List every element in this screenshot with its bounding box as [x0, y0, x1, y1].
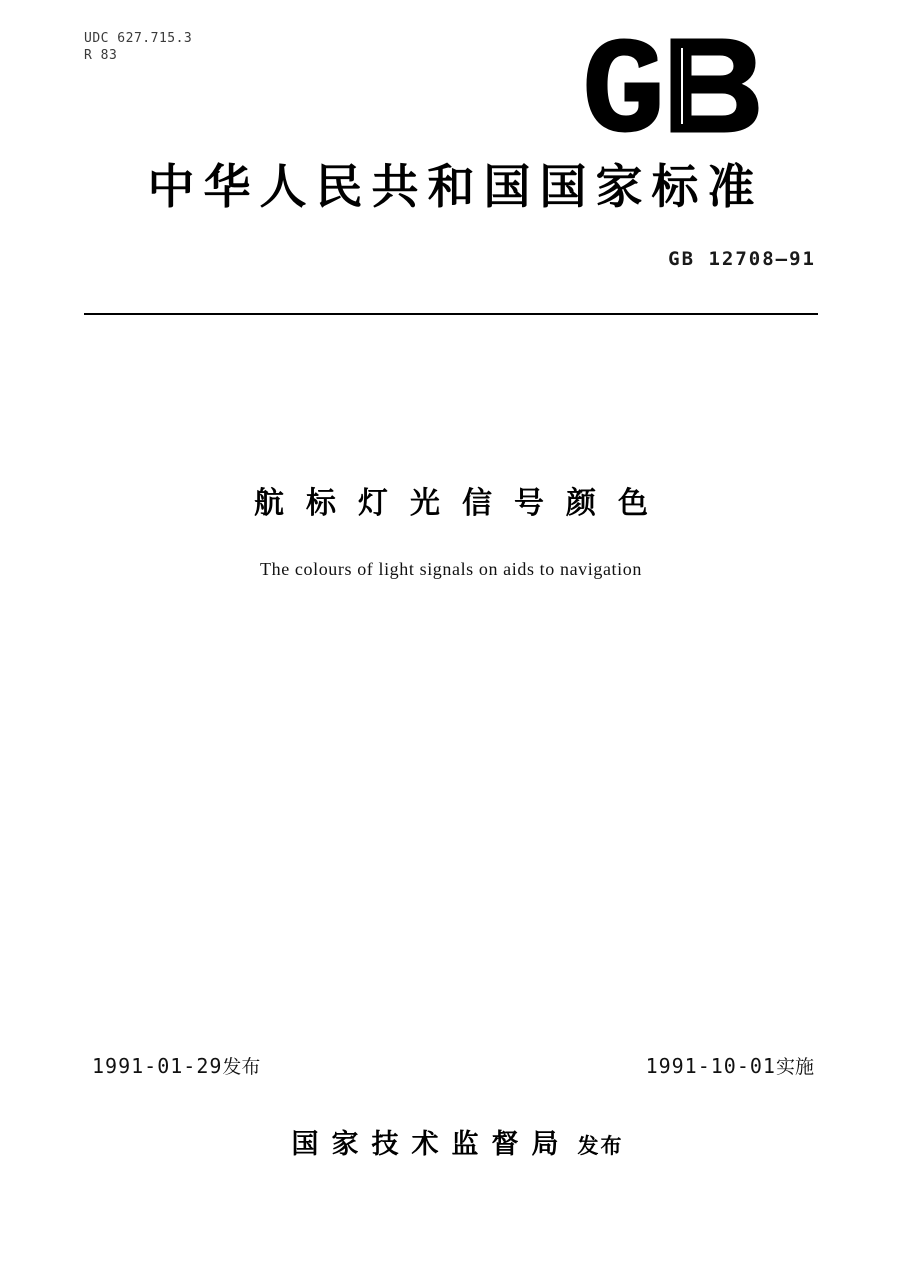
national-standard-title: 中华人民共和国国家标准: [147, 160, 764, 215]
udc-category-code: R 83: [84, 48, 118, 63]
issue-date-value: 1991-01-29: [92, 1054, 223, 1078]
implementation-date-label: 实施: [775, 1056, 814, 1078]
document-title-english: The colours of light signals on aids to navigation: [260, 559, 642, 579]
implementation-date-block: [646, 1052, 814, 1079]
udc-number: UDC 627.715.3: [84, 31, 193, 46]
publisher-organization: 国家技术监督局: [291, 1129, 572, 1160]
publisher-action: 发布: [577, 1134, 624, 1158]
document-title-chinese: 航标灯光信号颜色: [254, 486, 670, 521]
issue-date-label: 发布: [222, 1056, 261, 1078]
header-divider: [84, 313, 818, 315]
issue-date-block: [92, 1052, 260, 1079]
standard-number: GB 12708—91: [668, 248, 816, 270]
implementation-date-value: 1991-10-01: [645, 1054, 776, 1078]
publisher-block: [0, 1122, 902, 1161]
udc-classification-block: [84, 30, 192, 64]
gb-logo-icon: [582, 38, 762, 133]
